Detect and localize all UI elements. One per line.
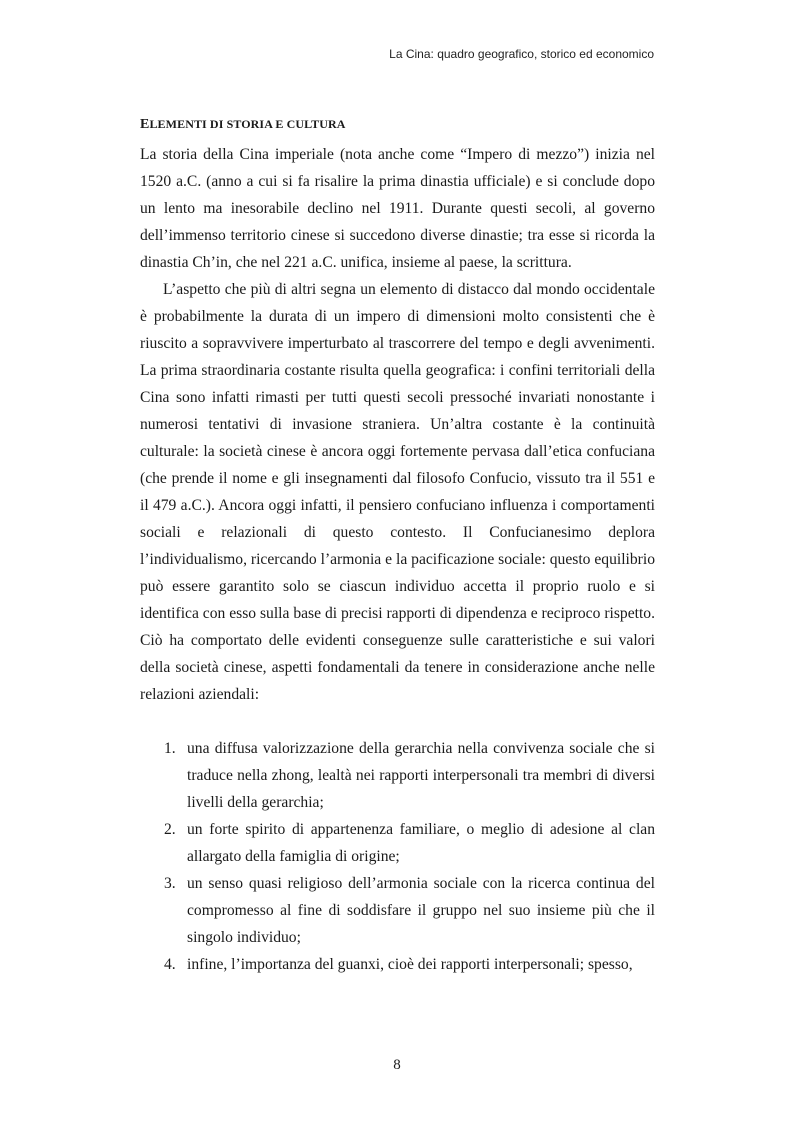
list-item	[140, 735, 655, 816]
page-number: 8	[393, 1057, 401, 1073]
list-item-text: un senso quasi religioso dell’armonia sociale con la ricerca continua del compromesso al fine di soddisfare il gruppo nel suo insieme più che il singolo individuo;	[187, 875, 655, 946]
list-item-text: infine, l’importanza del guanxi, cioè dei rapporti interpersonali; spesso,	[187, 956, 633, 973]
list-item	[140, 951, 655, 978]
list-item-number: 2.	[164, 821, 176, 838]
section-heading-rest: LEMENTI DI STORIA E CULTURA	[149, 117, 346, 131]
list-item	[140, 870, 655, 951]
paragraph-continuity: L’aspetto che più di altri segna un elemento di distacco dal mondo occidentale è probabilmente la durata di un impero di dimensioni molto consistenti che è riuscito a sopravvivere imperturbato al trascorrere del tempo e degli avvenimenti. La prima straordinaria costante risulta quella geografica: i confini territoriali della Cina sono infatti rimasti per tutti questi secoli pressoché invariati nonostante i numerosi tentativi di invasione straniera. Un’altra costante è la continuità culturale: la società cinese è ancora oggi fortemente pervasa dall’etica confuciana (che prende il nome e gli insegnamenti dal filosofo Confucio, vissuto tra il 551 e il 479 a.C.). Ancora oggi infatti, il pensiero confuciano influenza i comportamenti sociali e relazionali di questo contesto. Il Confucianesimo deplora l’individualismo, ricercando l’armonia e la pacificazione sociale: questo equilibrio può essere garantito solo se ciascun individuo accetta il proprio ruolo e si identifica con esso sulla base di precisi rapporti di dipendenza e reciproco rispetto. Ciò ha comportato delle evidenti conseguenze sulle caratteristiche e sui valori della società cinese, aspetti fondamentali da tenere in considerazione anche nelle relazioni aziendali:	[140, 281, 655, 703]
section-heading-initial: E	[140, 117, 150, 132]
list-item-number: 4.	[164, 956, 176, 973]
list-item	[140, 816, 655, 870]
page-body	[140, 108, 655, 978]
paragraph-history: La storia della Cina imperiale (nota anche come “Impero di mezzo”) inizia nel 1520 a.C. (anno a cui si fa risalire la prima dinastia ufficiale) e si conclude dopo un lento ma inesorabile declino nel 1911. Durante questi secoli, al governo dell’immenso territorio cinese si succedono diverse dinastie; tra esse si ricorda la dinastia Ch’in, che nel 221 a.C. unifica, insieme al paese, la scrittura.	[140, 146, 655, 271]
list-item-text: un forte spirito di appartenenza familiare, o meglio di adesione al clan allargato della famiglia di origine;	[187, 821, 655, 865]
section-heading	[140, 108, 655, 141]
values-list	[140, 735, 655, 978]
list-item-text: una diffusa valorizzazione della gerarchia nella convivenza sociale che si traduce nella zhong, lealtà nei rapporti interpersonali tra membri di diversi livelli della gerarchia;	[187, 740, 655, 811]
list-item-number: 3.	[164, 875, 176, 892]
list-item-number: 1.	[164, 740, 176, 757]
running-header: La Cina: quadro geografico, storico ed economico	[389, 47, 654, 61]
